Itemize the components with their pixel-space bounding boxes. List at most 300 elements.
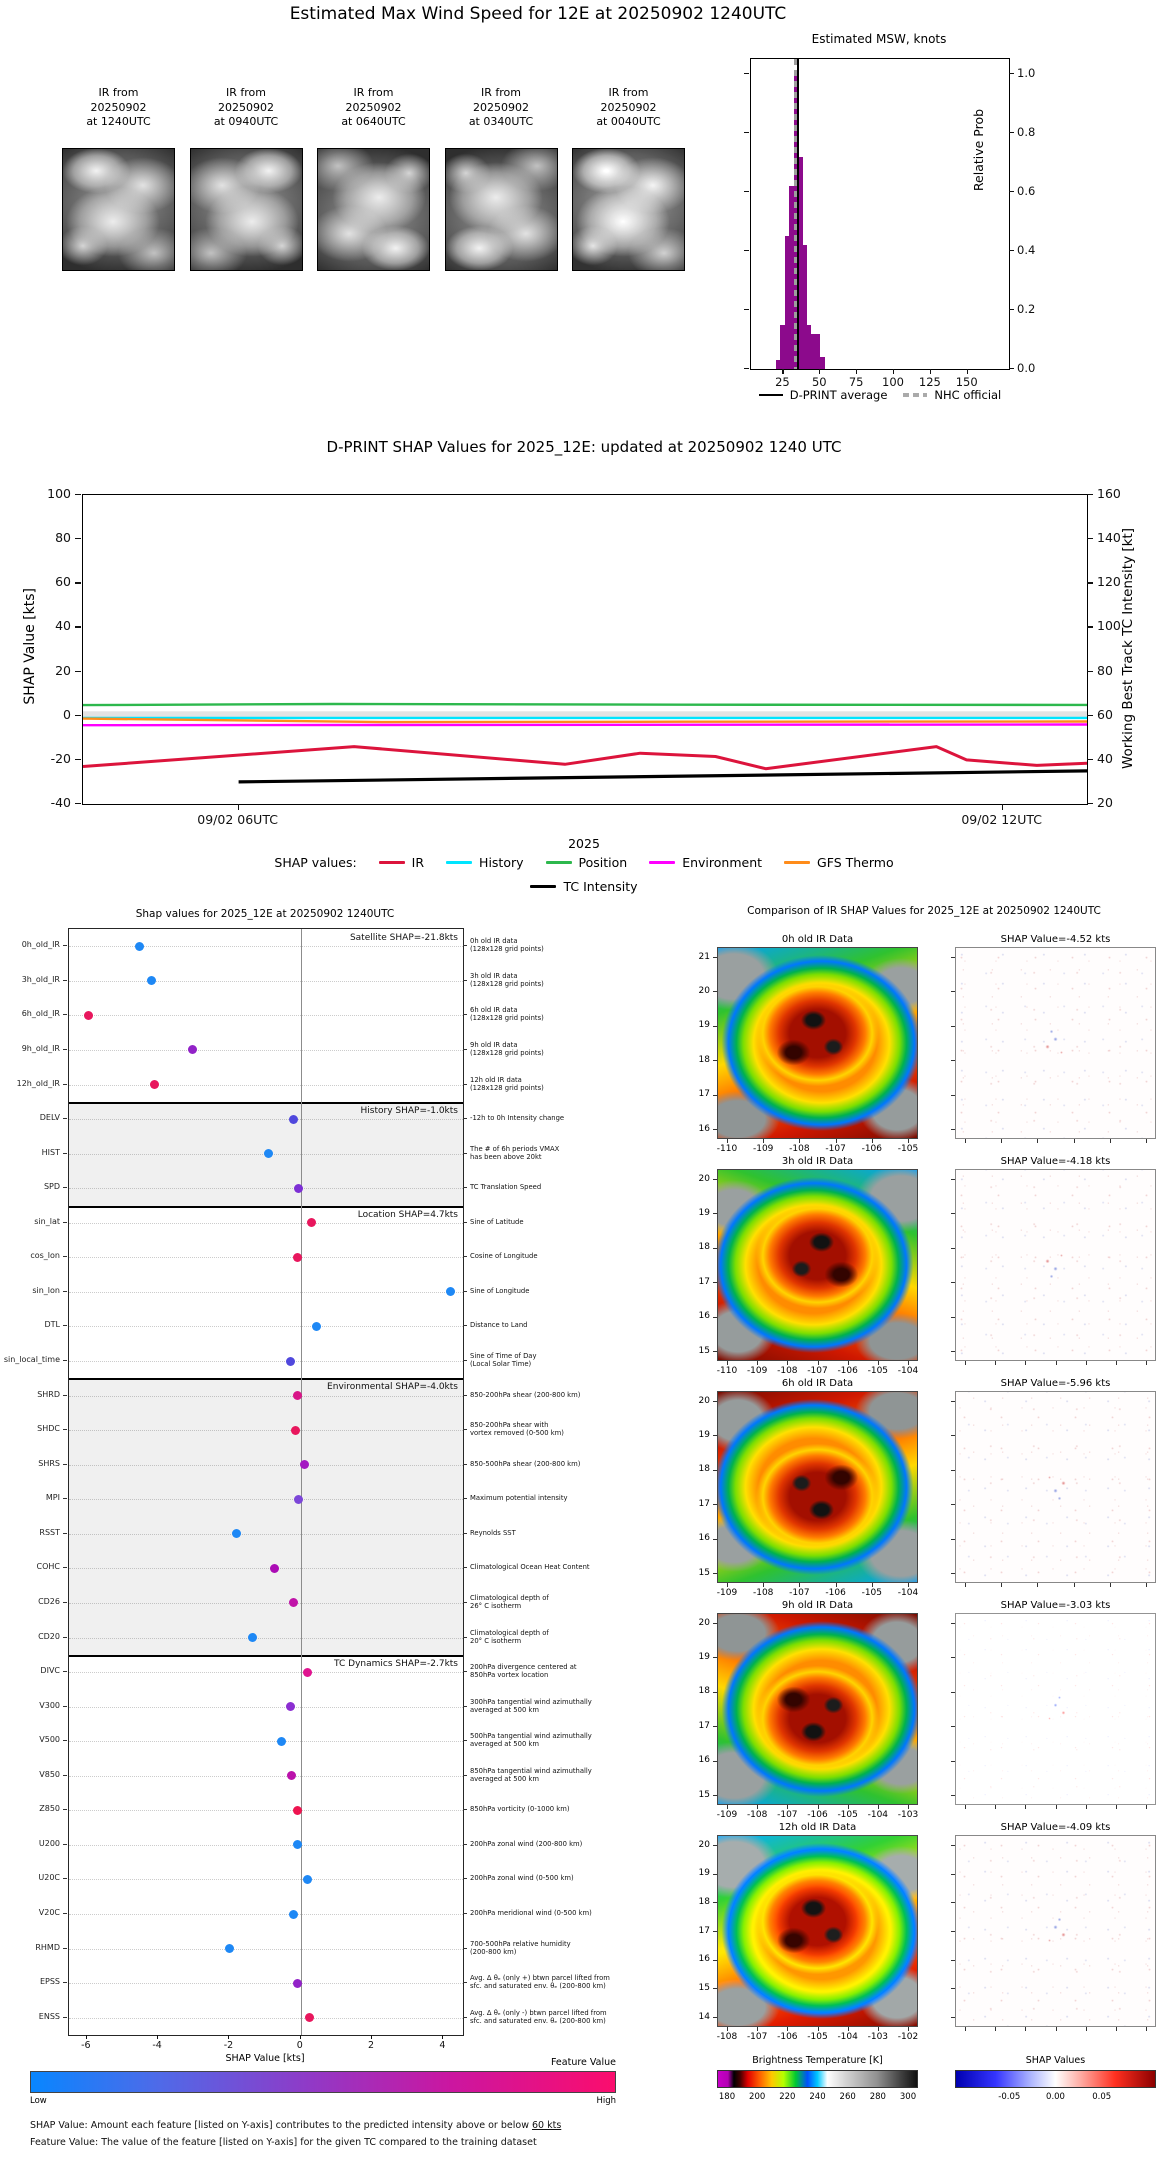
timeseries-right-axis-label: Working Best Track TC Intensity [kt] bbox=[1120, 528, 1136, 770]
feature-desc-tick bbox=[463, 1360, 467, 1361]
histogram-x-tick-label: 25 bbox=[775, 375, 790, 389]
map-y-tick bbox=[713, 1795, 717, 1796]
feature-tick bbox=[63, 1567, 67, 1568]
map-x-tick bbox=[965, 1805, 966, 1809]
feature-description-line: Sine of Latitude bbox=[470, 1217, 524, 1226]
feature-description-line: sfc. and saturated env. θₑ (200-800 km) bbox=[470, 1982, 606, 1991]
feature-tick bbox=[63, 1395, 67, 1396]
colored-line-icon bbox=[446, 861, 472, 864]
beeswarm-x-axis-label: SHAP Value [kts] bbox=[225, 2053, 305, 2064]
feature-description bbox=[470, 1563, 625, 1571]
shap-dot bbox=[289, 1910, 298, 1919]
feature-desc-tick bbox=[463, 1740, 467, 1741]
map-x-tick-label: -104 bbox=[867, 1810, 889, 1820]
ts-y-tick-label: 0 bbox=[63, 706, 71, 722]
feature-description bbox=[470, 1974, 625, 1990]
timeseries-legend-row-1 bbox=[0, 855, 1168, 870]
feature-tick bbox=[63, 2017, 67, 2018]
ir-data-title: 12h old IR Data bbox=[778, 1822, 857, 1833]
feature-desc-tick bbox=[463, 1948, 467, 1949]
row-gridline bbox=[69, 946, 463, 947]
feature-tick bbox=[63, 1775, 67, 1776]
feature-label: V500 bbox=[39, 1735, 60, 1745]
ir-satellite-thumbnail-image bbox=[572, 148, 685, 271]
ir-thumbnail-label-line: IR from bbox=[481, 86, 521, 99]
shap-values-colorbar bbox=[955, 2070, 1156, 2088]
map-x-tick-label: -108 bbox=[777, 1366, 798, 1376]
feature-description bbox=[470, 1287, 625, 1295]
ts-y-tick-label: 120 bbox=[1097, 574, 1121, 590]
ir-map-image bbox=[717, 947, 918, 1139]
map-x-tick-label: -104 bbox=[897, 1366, 919, 1376]
map-x-tick bbox=[878, 1805, 879, 1809]
feature-label: SHDC bbox=[37, 1424, 60, 1434]
feature-description bbox=[470, 1391, 625, 1399]
map-x-tick bbox=[1116, 2027, 1117, 2031]
group-shap-label: Satellite SHAP=-21.8kts bbox=[349, 933, 458, 943]
ts-y-tick bbox=[75, 626, 81, 627]
timeseries-title: D-PRINT SHAP Values for 2025_12E: updated at 20250902 1240 UTC bbox=[326, 438, 842, 456]
ts-y-tick bbox=[75, 803, 81, 804]
map-y-tick bbox=[951, 1435, 955, 1436]
map-x-tick bbox=[818, 1805, 819, 1809]
footnote-feature-value: Feature Value: The value of the feature [listed on Y-axis] for the given TC compared to the training dataset bbox=[30, 2137, 537, 2148]
footnote-text: SHAP Value: Amount each feature [listed on Y-axis] contributes to the predicted intensity above or below bbox=[30, 2120, 532, 2131]
ir-thumbnail-label-line: at 1240UTC bbox=[86, 115, 151, 128]
shap-map-image bbox=[955, 1613, 1156, 1805]
row-gridline bbox=[69, 981, 463, 982]
row-gridline bbox=[69, 1534, 463, 1535]
legend-item-position bbox=[546, 855, 628, 870]
feature-tick bbox=[63, 1464, 67, 1465]
histogram-x-tick-label: 100 bbox=[882, 375, 904, 389]
feature-description-line: has been above 20kt bbox=[470, 1152, 542, 1161]
feature-desc-tick bbox=[463, 1084, 467, 1085]
bt-colorbar-tick-label: 300 bbox=[899, 2092, 917, 2102]
shap-timeseries-plot bbox=[82, 494, 1088, 805]
ts-y-tick-label: 140 bbox=[1097, 530, 1121, 546]
ir-satellite-thumbnail-image bbox=[445, 148, 558, 271]
map-y-tick bbox=[713, 1960, 717, 1961]
feature-label: COHC bbox=[36, 1562, 60, 1572]
feature-label: DIVC bbox=[40, 1666, 60, 1676]
map-y-tick bbox=[951, 1623, 955, 1624]
histogram-title: Estimated MSW, knots bbox=[811, 32, 947, 46]
legend-label: GFS Thermo bbox=[817, 855, 894, 870]
row-gridline bbox=[69, 1465, 463, 1466]
feature-description-line: Reynolds SST bbox=[470, 1528, 516, 1537]
feature-tick bbox=[63, 1913, 67, 1914]
map-x-tick-label: -106 bbox=[825, 1588, 846, 1598]
feature-desc-tick bbox=[463, 1256, 467, 1257]
feature-label: HIST bbox=[41, 1147, 60, 1157]
feature-desc-tick bbox=[463, 1775, 467, 1776]
feature-desc-tick bbox=[463, 1049, 467, 1050]
legend-label: IR bbox=[411, 855, 425, 870]
map-x-tick bbox=[965, 1139, 966, 1143]
feature-description-line: (Local Solar Time) bbox=[470, 1360, 532, 1369]
map-x-tick bbox=[995, 1805, 996, 1809]
map-y-tick-label: 17 bbox=[698, 1720, 710, 1731]
shap-dot bbox=[286, 1357, 295, 1366]
map-y-tick bbox=[951, 1470, 955, 1471]
histogram-y-tick bbox=[1009, 191, 1014, 192]
map-y-tick bbox=[951, 1317, 955, 1318]
bt-colorbar-tick-label: 260 bbox=[839, 2092, 856, 2102]
beeswarm-x-tick-label: 4 bbox=[439, 2040, 446, 2051]
feature-description bbox=[470, 1252, 625, 1260]
feature-description-line: Distance to Land bbox=[470, 1321, 528, 1330]
legend-item-tc-intensity bbox=[530, 879, 637, 894]
map-y-tick bbox=[713, 1351, 717, 1352]
beeswarm-x-tick-label: -2 bbox=[223, 2040, 234, 2051]
map-y-tick bbox=[951, 957, 955, 958]
ir-thumbnail-label-line: 20250902 bbox=[345, 100, 402, 114]
map-x-tick-label: -109 bbox=[716, 1810, 738, 1820]
feature-desc-tick bbox=[463, 1498, 467, 1499]
histogram-x-tick-label: 125 bbox=[918, 375, 941, 389]
map-x-tick bbox=[818, 2027, 819, 2031]
ts-y-tick-label: -20 bbox=[50, 750, 71, 766]
dprint-average-line bbox=[797, 59, 799, 369]
map-y-tick bbox=[951, 1573, 955, 1574]
feature-desc-tick bbox=[463, 1153, 467, 1154]
histogram-y-tick-label: 1.0 bbox=[1017, 66, 1036, 80]
timeseries-left-axis-label: SHAP Value [kts] bbox=[22, 588, 38, 705]
ir-data-title: 0h old IR Data bbox=[781, 934, 854, 945]
map-y-tick-label: 21 bbox=[698, 951, 710, 962]
map-x-tick bbox=[1001, 1139, 1002, 1143]
bt-colorbar-tick-label: 240 bbox=[809, 2092, 826, 2102]
feature-description-line: 20° C isotherm bbox=[470, 1636, 522, 1645]
colorbar-low-label: Low bbox=[30, 2096, 47, 2106]
map-y-tick-label: 19 bbox=[698, 1207, 710, 1218]
feature-description bbox=[470, 1183, 625, 1191]
feature-description-line: 500hPa tangential wind azimuthally bbox=[470, 1732, 592, 1741]
map-y-tick bbox=[713, 1129, 717, 1130]
map-x-tick bbox=[757, 2027, 758, 2031]
row-gridline bbox=[69, 1085, 463, 1086]
map-y-tick-label: 16 bbox=[698, 1533, 710, 1544]
row-gridline bbox=[69, 1672, 463, 1673]
feature-desc-tick bbox=[463, 1429, 467, 1430]
ts-y-tick-label: 80 bbox=[1097, 662, 1113, 678]
map-y-tick bbox=[951, 1539, 955, 1540]
ir-thumbnail-label-line: IR from bbox=[98, 86, 139, 99]
row-gridline bbox=[69, 1223, 463, 1224]
feature-label: 12h_old_IR bbox=[16, 1078, 60, 1088]
map-y-tick bbox=[951, 1026, 955, 1027]
feature-description bbox=[470, 1698, 625, 1714]
feature-description-line: 200hPa meridional wind (0-500 km) bbox=[470, 1909, 592, 1918]
feature-description bbox=[470, 1940, 625, 1956]
ts-y-tick-label: -40 bbox=[50, 795, 71, 810]
map-x-tick bbox=[1146, 1805, 1147, 1809]
ir-thumbnail-label-line: at 0640UTC bbox=[341, 115, 406, 128]
feature-label: SPD bbox=[43, 1182, 60, 1192]
map-y-tick bbox=[951, 1726, 955, 1727]
ir-map-image bbox=[717, 1835, 918, 2027]
map-x-tick bbox=[872, 1139, 873, 1143]
map-y-tick-label: 17 bbox=[698, 1089, 710, 1100]
shap-dot bbox=[225, 1944, 234, 1953]
feature-description-line: Maximum potential intensity bbox=[470, 1494, 568, 1503]
map-y-tick bbox=[951, 1845, 955, 1846]
feature-desc-tick bbox=[463, 2017, 467, 2018]
legend-item-environment bbox=[649, 855, 762, 870]
histogram-y-tick bbox=[1009, 250, 1014, 251]
map-x-tick bbox=[1074, 1139, 1075, 1143]
beeswarm-x-tick bbox=[157, 2035, 158, 2039]
histogram-y-tick bbox=[1009, 73, 1014, 74]
row-gridline bbox=[69, 2018, 463, 2019]
legend-item-gfs-thermo bbox=[784, 855, 894, 870]
feature-description bbox=[470, 1909, 625, 1917]
feature-tick bbox=[63, 1118, 67, 1119]
map-x-tick bbox=[1116, 1805, 1117, 1809]
map-x-tick bbox=[763, 1139, 764, 1143]
ts-y-tick-label: 80 bbox=[55, 530, 71, 546]
feature-label: 6h_old_IR bbox=[21, 1009, 60, 1019]
map-y-tick bbox=[951, 1960, 955, 1961]
legend-label: Environment bbox=[682, 855, 763, 870]
ts-y-tick-label: 60 bbox=[55, 574, 71, 590]
shap-value-title: SHAP Value=-4.18 kts bbox=[1000, 1156, 1111, 1167]
histogram-y-tick bbox=[744, 250, 749, 251]
map-y-tick bbox=[951, 1179, 955, 1180]
map-x-tick bbox=[799, 1139, 800, 1143]
shap-value-title: SHAP Value=-4.52 kts bbox=[1000, 934, 1111, 945]
feature-label: RSST bbox=[39, 1527, 60, 1537]
map-x-tick-label: -110 bbox=[716, 1366, 738, 1376]
feature-label: V850 bbox=[39, 1769, 60, 1779]
ir-satellite-thumbnail-image bbox=[317, 148, 430, 271]
feature-desc-tick bbox=[463, 1118, 467, 1119]
beeswarm-x-tick-label: 0 bbox=[296, 2040, 303, 2051]
map-x-tick bbox=[848, 1805, 849, 1809]
map-x-tick-label: -105 bbox=[861, 1588, 883, 1598]
feature-tick bbox=[63, 980, 67, 981]
feature-tick bbox=[63, 1084, 67, 1085]
shap-value-title: SHAP Value=-5.96 kts bbox=[1000, 1378, 1111, 1389]
map-x-tick-label: -107 bbox=[777, 1810, 798, 1820]
histogram-y-tick-label: 0.8 bbox=[1017, 125, 1036, 139]
map-y-tick-label: 18 bbox=[698, 1242, 710, 1253]
map-x-tick-label: -105 bbox=[897, 1144, 919, 1154]
ir-thumbnail-label bbox=[190, 86, 303, 130]
map-y-tick bbox=[713, 1282, 717, 1283]
feature-desc-tick bbox=[463, 1809, 467, 1810]
shap-dot bbox=[291, 1426, 300, 1435]
ir-thumbnail-label-line: at 0940UTC bbox=[213, 115, 279, 128]
map-x-tick-label: -105 bbox=[807, 2032, 828, 2042]
shap-values-colorbar-label: SHAP Values bbox=[1025, 2055, 1086, 2066]
shap-dot bbox=[84, 1011, 93, 1020]
map-x-tick bbox=[727, 1805, 728, 1809]
map-x-tick bbox=[787, 1361, 788, 1365]
shap-dot bbox=[293, 1806, 302, 1815]
map-y-tick bbox=[713, 1026, 717, 1027]
map-x-tick-label: -103 bbox=[867, 2032, 889, 2042]
bt-colorbar-tick-label: 180 bbox=[718, 2092, 736, 2102]
feature-description bbox=[470, 1321, 625, 1329]
map-x-tick-label: -109 bbox=[752, 1144, 774, 1154]
feature-tick bbox=[63, 1844, 67, 1845]
map-y-tick-label: 19 bbox=[698, 1429, 710, 1440]
ts-x-tick-label: 09/02 12UTC bbox=[961, 812, 1042, 827]
ts-x-tick bbox=[1002, 804, 1003, 810]
colored-line-icon bbox=[530, 885, 556, 888]
feature-description bbox=[470, 1732, 625, 1748]
feature-description-line: 850hPa vorticity (0-1000 km) bbox=[470, 1805, 570, 1814]
map-x-tick bbox=[965, 1361, 966, 1365]
ts-y-tick bbox=[1087, 803, 1093, 804]
feature-tick bbox=[63, 1256, 67, 1257]
feature-label: 9h_old_IR bbox=[21, 1043, 60, 1053]
map-x-tick-label: -109 bbox=[746, 1366, 768, 1376]
feature-desc-tick bbox=[463, 1222, 467, 1223]
ir-thumbnail-label bbox=[62, 86, 175, 130]
colored-line-icon bbox=[379, 861, 405, 864]
histogram-y-tick bbox=[744, 368, 749, 369]
beeswarm-x-tick bbox=[300, 2035, 301, 2039]
map-x-tick bbox=[1086, 1805, 1087, 1809]
ts-y-tick bbox=[1087, 538, 1093, 539]
shap-dot bbox=[293, 1391, 302, 1400]
map-y-tick bbox=[951, 2017, 955, 2018]
feature-description-line: -12h to 0h Intensity change bbox=[470, 1114, 565, 1123]
feature-label: EPSS bbox=[39, 1977, 60, 1987]
histogram-y-tick-label: 0.0 bbox=[1017, 361, 1036, 375]
map-y-tick-label: 18 bbox=[698, 1896, 710, 1907]
row-gridline bbox=[69, 1050, 463, 1051]
map-y-tick-label: 18 bbox=[698, 1464, 710, 1475]
map-y-tick bbox=[951, 1657, 955, 1658]
ir-data-title: 6h old IR Data bbox=[781, 1378, 854, 1389]
row-gridline bbox=[69, 1914, 463, 1915]
legend-label: NHC official bbox=[934, 388, 1002, 402]
feature-desc-tick bbox=[463, 1533, 467, 1534]
map-y-tick bbox=[713, 1401, 717, 1402]
feature-description-line: 0h old IR data bbox=[470, 937, 518, 946]
ts-y-tick-label: 100 bbox=[1097, 618, 1121, 634]
map-y-tick bbox=[713, 1060, 717, 1061]
feature-description-line: Climatological depth of bbox=[470, 1628, 549, 1637]
feature-description-line: (128x128 grid points) bbox=[470, 979, 544, 988]
map-x-tick-label: -105 bbox=[837, 1810, 858, 1820]
map-x-tick-label: -106 bbox=[777, 2032, 798, 2042]
feature-label: V20C bbox=[38, 1908, 60, 1918]
beeswarm-x-tick bbox=[228, 2035, 229, 2039]
legend-item-dprint-average bbox=[759, 388, 888, 402]
feature-desc-tick bbox=[463, 1395, 467, 1396]
feature-description-line: 850hPa tangential wind azimuthally bbox=[470, 1766, 592, 1775]
histogram-x-tick-label: 50 bbox=[811, 375, 827, 389]
map-x-tick bbox=[965, 1583, 966, 1587]
histogram-y-tick-label: 0.6 bbox=[1017, 184, 1036, 198]
shap-dot bbox=[286, 1702, 295, 1711]
feature-description-line: 3h old IR data bbox=[470, 971, 518, 980]
feature-description-line: 26° C isotherm bbox=[470, 1601, 522, 1610]
map-x-tick bbox=[1146, 1361, 1147, 1365]
map-x-tick-label: -105 bbox=[867, 1366, 889, 1376]
shap-dot bbox=[270, 1564, 279, 1573]
histogram-y-tick bbox=[1009, 368, 1014, 369]
feature-description bbox=[470, 1629, 625, 1645]
feature-label: DTL bbox=[44, 1320, 60, 1330]
feature-desc-tick bbox=[463, 1706, 467, 1707]
histogram-x-tick bbox=[930, 369, 931, 374]
map-x-tick-label: -107 bbox=[789, 1588, 810, 1598]
feature-tick bbox=[63, 1222, 67, 1223]
ts-y-tick bbox=[75, 715, 81, 716]
timeseries-lines bbox=[83, 495, 1087, 804]
ts-x-tick bbox=[238, 804, 239, 810]
feature-label: CD26 bbox=[38, 1596, 60, 1606]
map-x-tick bbox=[872, 1583, 873, 1587]
ir-thumbnail-label-line: IR from bbox=[226, 86, 266, 99]
feature-label: sin_local_time bbox=[3, 1355, 60, 1365]
ir-thumbnail-label-line: 20250902 bbox=[90, 100, 147, 114]
histogram-y-tick-label: 0.2 bbox=[1017, 302, 1036, 316]
row-gridline bbox=[69, 1776, 463, 1777]
map-x-tick bbox=[757, 1805, 758, 1809]
map-y-tick-label: 16 bbox=[698, 1123, 710, 1134]
feature-description-line: Cosine of Longitude bbox=[470, 1252, 538, 1261]
feature-label: cos_lon bbox=[30, 1251, 60, 1261]
group-shap-label: TC Dynamics SHAP=-2.7kts bbox=[334, 1658, 458, 1669]
map-x-tick bbox=[878, 2027, 879, 2031]
ts-y-tick bbox=[1087, 582, 1093, 583]
feature-label: Z850 bbox=[39, 1804, 60, 1814]
map-x-tick-label: -106 bbox=[807, 1810, 828, 1820]
feature-description bbox=[470, 1594, 625, 1610]
row-gridline bbox=[69, 1188, 463, 1189]
legend-label: History bbox=[479, 855, 524, 870]
shap-value-title: SHAP Value=-3.03 kts bbox=[1000, 1600, 1111, 1611]
ts-y-tick bbox=[1087, 671, 1093, 672]
map-y-tick bbox=[713, 1095, 717, 1096]
feature-desc-tick bbox=[463, 1602, 467, 1603]
feature-description-line: 200hPa divergence centered at bbox=[470, 1663, 577, 1672]
feature-description bbox=[470, 1145, 625, 1161]
feature-label: ENSS bbox=[38, 2011, 60, 2021]
row-gridline bbox=[69, 1603, 463, 1604]
feature-description-line: TC Translation Speed bbox=[470, 1183, 542, 1192]
timeseries-legend-row-2 bbox=[0, 879, 1168, 894]
map-x-tick-label: -107 bbox=[807, 1366, 828, 1376]
feature-description bbox=[470, 1041, 625, 1057]
shap-dot bbox=[135, 942, 144, 951]
histogram-y-tick bbox=[744, 309, 749, 310]
histogram-y-tick bbox=[744, 132, 749, 133]
legend-item-ir bbox=[379, 855, 424, 870]
map-y-tick bbox=[713, 957, 717, 958]
ts-y-tick bbox=[1087, 494, 1093, 495]
shap-colorbar-tick-label: 0.00 bbox=[1046, 2092, 1065, 2102]
ts-y-tick-label: 40 bbox=[55, 618, 71, 634]
map-x-tick bbox=[727, 1139, 728, 1143]
map-y-tick bbox=[951, 1129, 955, 1130]
map-y-tick bbox=[951, 1504, 955, 1505]
feature-description bbox=[470, 1421, 625, 1437]
map-x-tick bbox=[908, 1139, 909, 1143]
map-x-tick-label: -110 bbox=[716, 1144, 738, 1154]
map-y-tick-label: 18 bbox=[698, 1054, 710, 1065]
map-x-tick bbox=[1001, 1583, 1002, 1587]
ir-satellite-thumbnail-image bbox=[62, 148, 175, 271]
histogram-y-axis-label: Relative Prob bbox=[971, 108, 986, 192]
